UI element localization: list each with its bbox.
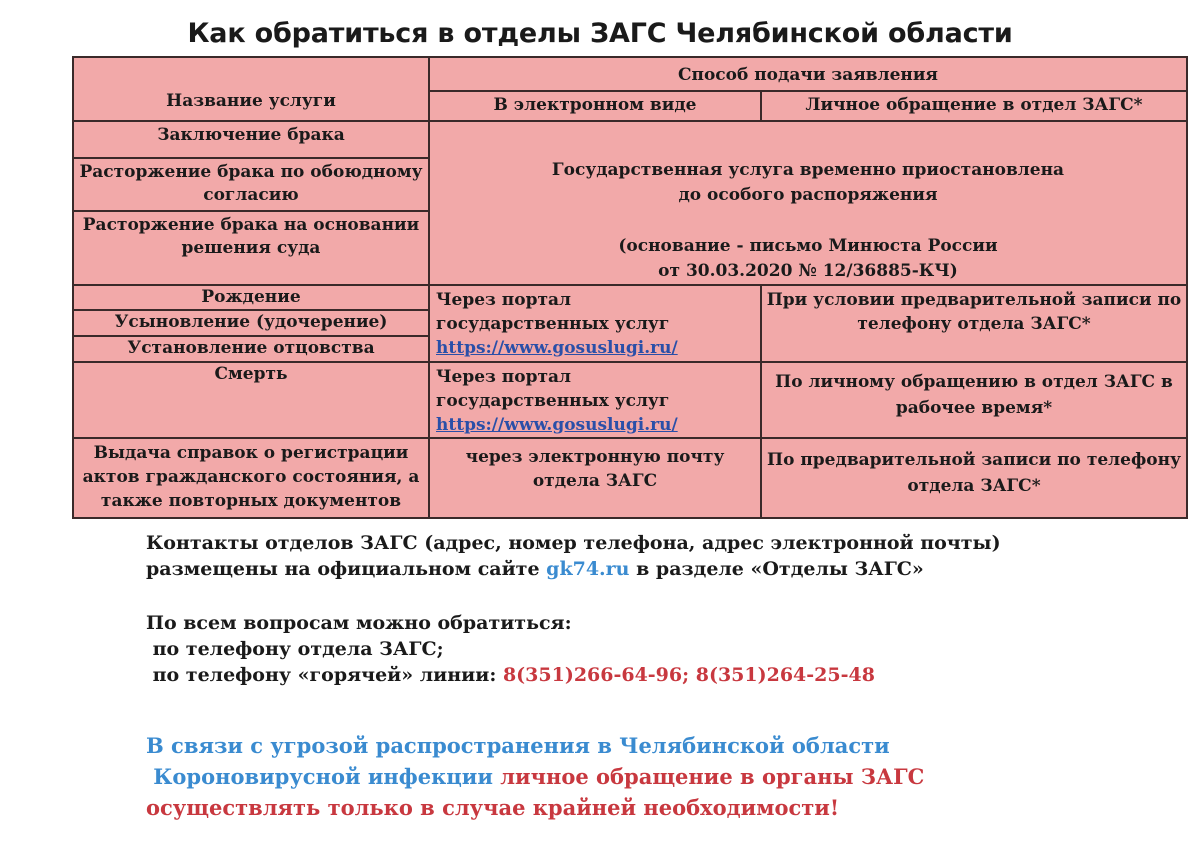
suspended-notice: Государственная услуга временно приостановлена до особого распоряжения (основание - письмо Минюста России от 30.03.2020 № 12/36885-КЧ) — [429, 121, 1187, 285]
service-birth: Рождение — [73, 285, 429, 310]
site-link[interactable]: gk74.ru — [546, 558, 630, 580]
covid-notice: В связи с угрозой распространения в Челябинской области Короновирусной инфекции личное обращение в органы ЗАГС осуществлять только в случае крайней необходимости! — [146, 733, 925, 820]
services-table — [72, 56, 1188, 519]
service-adoption: Усыновление (удочерение) — [73, 310, 429, 336]
header-service: Название услуги — [73, 57, 429, 121]
service-divorce-mutual: Расторжение брака по обоюдному согласию — [73, 158, 429, 211]
service-divorce-court: Расторжение брака на основании решения суда — [73, 211, 429, 285]
service-certificates: Выдача справок о регистрации актов гражданского состояния, а также повторных документов — [73, 438, 429, 518]
death-personal: По личному обращению в отдел ЗАГС в рабочее время* — [761, 362, 1187, 438]
header-method: Способ подачи заявления — [429, 57, 1187, 91]
birth-personal: При условии предварительной записи по телефону отдела ЗАГС* — [761, 285, 1187, 362]
service-death: Смерть — [73, 362, 429, 438]
hotline-phones: 8(351)266-64-96; 8(351)264-25-48 — [502, 664, 875, 686]
service-marriage: Заключение брака — [73, 121, 429, 158]
service-paternity: Установление отцовства — [73, 336, 429, 362]
header-electronic: В электронном виде — [429, 91, 761, 121]
certificates-electronic: через электронную почту отдела ЗАГС — [429, 438, 761, 518]
header-personal: Личное обращение в отдел ЗАГС* — [761, 91, 1187, 121]
certificates-personal: По предварительной записи по телефону отдела ЗАГС* — [761, 438, 1187, 518]
death-electronic: Через портал государственных услуг https://www.gosuslugi.ru/ — [429, 362, 761, 438]
contacts-block: Контакты отделов ЗАГС (адрес, номер телефона, адрес электронной почты) размещены на официальном сайте gk74.ru в разделе «Отделы ЗАГС» — [146, 532, 1001, 580]
gosuslugi-link[interactable]: https://www.gosuslugi.ru/ — [436, 338, 678, 358]
birth-electronic: Через портал государственных услуг https://www.gosuslugi.ru/ — [429, 285, 761, 362]
questions-block: По всем вопросам можно обратиться: по телефону отдела ЗАГС; по телефону «горячей» линии: 8(351)266-64-96; 8(351)264-25-48 — [146, 612, 875, 686]
gosuslugi-link[interactable]: https://www.gosuslugi.ru/ — [436, 415, 678, 435]
page-title: Как обратиться в отделы ЗАГС Челябинской области — [187, 18, 1013, 49]
